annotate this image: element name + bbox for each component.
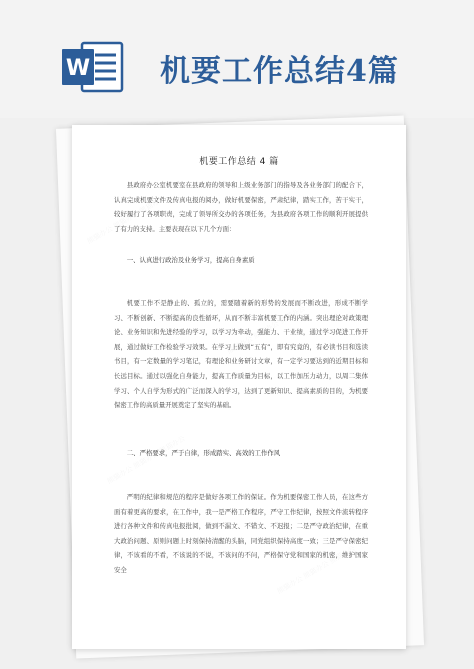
svg-text:W: W <box>65 56 91 81</box>
section2-heading: 二、严格要求，严于自律，形成踏实、高效的工作作风 <box>126 449 281 457</box>
word-document-icon <box>62 39 126 95</box>
intro-paragraph: 县政府办公室机要室在县政府的领导和上级业务部门的指导及各业务部门的配合下，认真完成机要文件及传真电报的阅办，做好机要保密，严肃纪律，踏实工作，苦干实干，较好履行了各项职责，完成了领导所交办的各项任务，为县政府各项工作的顺利开展提供了有力的支持。主要表现在以下几个方面： <box>114 181 368 233</box>
section2-paragraph: 严明的纪律和规范的程序是做好各项工作的保证。作为机要保密工作人员，在这些方面有着更高的要求，在工作中，我一是严格工作程序，严守工作纪律，按照文件流转程序进行各种文件和传真电报批阅，做到不漏文、不错文、不迟报；二是严守政治纪律，在重大政治问题、原则问题上时刻保持清醒的头脑，同党组织保持高度一致；三是严守保密纪律，不该看的不看，不该说的不说，不该问的不问，严格保守党和国家的机密，维护国家安全 <box>114 493 368 574</box>
section1-heading: 一、认真进行政治及业务学习，提高自身素质 <box>126 256 255 264</box>
section1-paragraph: 机要工作不是静止的、孤立的，需要随着新的形势的发展而不断改进，形成不断学习、不断创新、不断提高的良性循环，从而不断丰富机要工作的内涵。突出理论对政策理论、业务知识和先进经验的学习，以学习为牵动，强能力、干业绩，通过学习促进工作开展，通过做好工作检验学习效果。在学习上做到“五有”，即有究竟的，有必读书目和选读书目，有一定数量的学习笔记，有理论和业务研讨文章，有一定学习要达到的近期目标和长远目标。通过以强化自身能力，提高工作质量为目标，以工作加压力动力，以周二集体学习、个人自学为形式的广泛而深入的学习，达到了更新知识、提高素质的目的，为机要保密工作的高质量开展奠定了坚实的基础。 <box>114 299 368 410</box>
document-title: 机要工作总结 4 篇 <box>199 157 279 167</box>
banner <box>0 0 474 118</box>
banner-title: 机要工作总结4篇 <box>160 54 399 89</box>
document-page <box>72 125 406 649</box>
